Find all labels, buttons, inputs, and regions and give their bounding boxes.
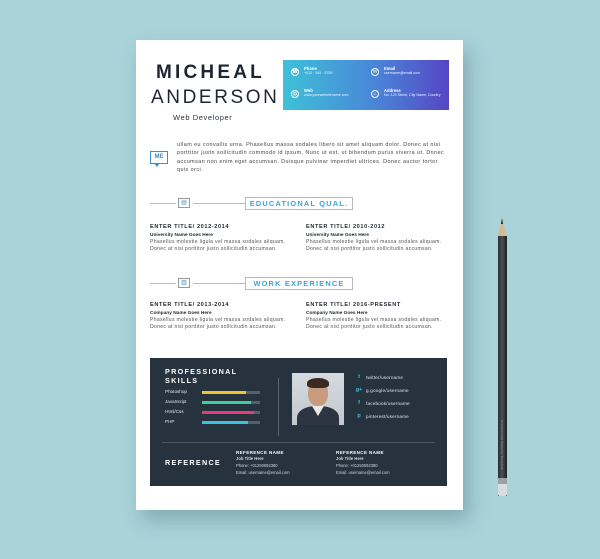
education-entry: ENTER TITLE/ 2010-2012 University Name Goes Here Phasellus molestie ligula vel massa sodales aliquam. Donec at nisi porttitor justo sollicitudin accumsan.	[306, 224, 442, 253]
skill-bar	[202, 391, 260, 394]
skill-row: Photoshop	[165, 389, 260, 397]
skills-panel	[150, 358, 447, 486]
skills-title: PROFESSIONAL SKILLS	[165, 367, 238, 385]
education-heading: EDUCATIONAL QUAL.	[245, 197, 353, 210]
web-icon: ◍	[292, 91, 298, 97]
social-twitter[interactable]: t twitter/username	[355, 374, 445, 382]
social-google-plus[interactable]: g+ g.google/username	[355, 387, 409, 393]
skill-row: JavaScript	[165, 399, 260, 407]
contact-phone: ☎ Phone +012 · 345 · 6789	[292, 66, 333, 75]
last-name: ANDERSON	[151, 87, 280, 108]
about-badge: ME	[150, 151, 168, 164]
horizontal-divider	[162, 442, 435, 443]
facebook-icon: f	[358, 400, 360, 406]
section-divider	[150, 203, 176, 204]
contact-address: ⌂ Address No. 123 Street, City Name, Country	[371, 88, 451, 110]
email-icon: ✉	[372, 69, 378, 75]
job-role: Web Developer	[173, 113, 233, 122]
skill-fill	[202, 411, 254, 414]
social-facebook[interactable]: f facebook/username	[355, 400, 445, 408]
work-entry: ENTER TITLE/ 2016-PRESENT Company Name Goes Here Phasellus molestie ligula vel massa sodales aliquam. Donec at nisi porttitor justo sollicitudin accumsan.	[306, 302, 442, 331]
profile-photo	[292, 373, 344, 425]
reference-title: REFERENCE	[165, 458, 222, 467]
skill-fill	[202, 421, 248, 424]
section-divider	[150, 283, 176, 284]
graduation-icon: ▤	[178, 198, 190, 208]
pencil-lead	[501, 218, 503, 224]
section-divider	[193, 203, 245, 204]
skill-bar	[202, 421, 260, 424]
phone-icon: ☎	[292, 69, 299, 75]
google-plus-icon: g+	[355, 387, 363, 393]
location-icon: ⌂	[371, 90, 379, 98]
about-text: ullam eu convallis urna. Phasellus massa sodales libero sit amet aliquam dolor. Donec at nisi porttitor justo sollicitudin commodo id ipsum. Nunc ut est. ut bibendum purus viverra ut. Donec accumsan non enim eget accumsan. Duisque pulvinar imperdiet ultrices. Donec auctor tortor quis orci.	[177, 142, 445, 174]
vertical-divider	[278, 378, 279, 436]
skill-fill	[202, 391, 246, 394]
twitter-icon: t	[358, 374, 360, 380]
resume-page	[136, 40, 463, 510]
reference-card: REFERENCE NAME Job Title Here Phone: +01250692380 Email: username@email.com	[336, 450, 390, 475]
work-entry: ENTER TITLE/ 2013-2014 Company Name Goes Here Phasellus molestie ligula vel massa sodales aliquam. Donec at nisi porttitor justo sollicitudin accumsan.	[150, 302, 286, 331]
first-name: MICHEAL	[156, 62, 265, 83]
contact-panel	[283, 60, 449, 110]
skill-bar	[202, 401, 260, 404]
social-pinterest[interactable]: p pinterest/username	[355, 413, 445, 421]
skill-row: Html/Css	[165, 409, 260, 417]
skill-fill	[202, 401, 251, 404]
reference-card: REFERENCE NAME Job Title Here Phone: +01250692380 Email: username@email.com	[236, 450, 290, 475]
pencil-eraser	[498, 484, 507, 496]
pinterest-icon: p	[357, 413, 361, 419]
education-entry: ENTER TITLE/ 2012-2014 University Name Goes Here Phasellus molestie ligula vel massa sodales aliquam. Donec at nisi porttitor justo sollicitudin accumsan.	[150, 224, 286, 253]
pencil-label: Professional Resume Template	[500, 420, 504, 470]
skill-bar	[202, 411, 260, 414]
section-divider	[193, 283, 245, 284]
briefcase-icon: ▥	[178, 278, 190, 288]
work-heading: WORK EXPERIENCE	[245, 277, 353, 290]
skill-row: PHP	[165, 419, 260, 427]
contact-email: ✉ Email username@email.com	[372, 66, 421, 75]
contact-web: ◍ Web www.yourwebsitename.com	[292, 88, 349, 97]
